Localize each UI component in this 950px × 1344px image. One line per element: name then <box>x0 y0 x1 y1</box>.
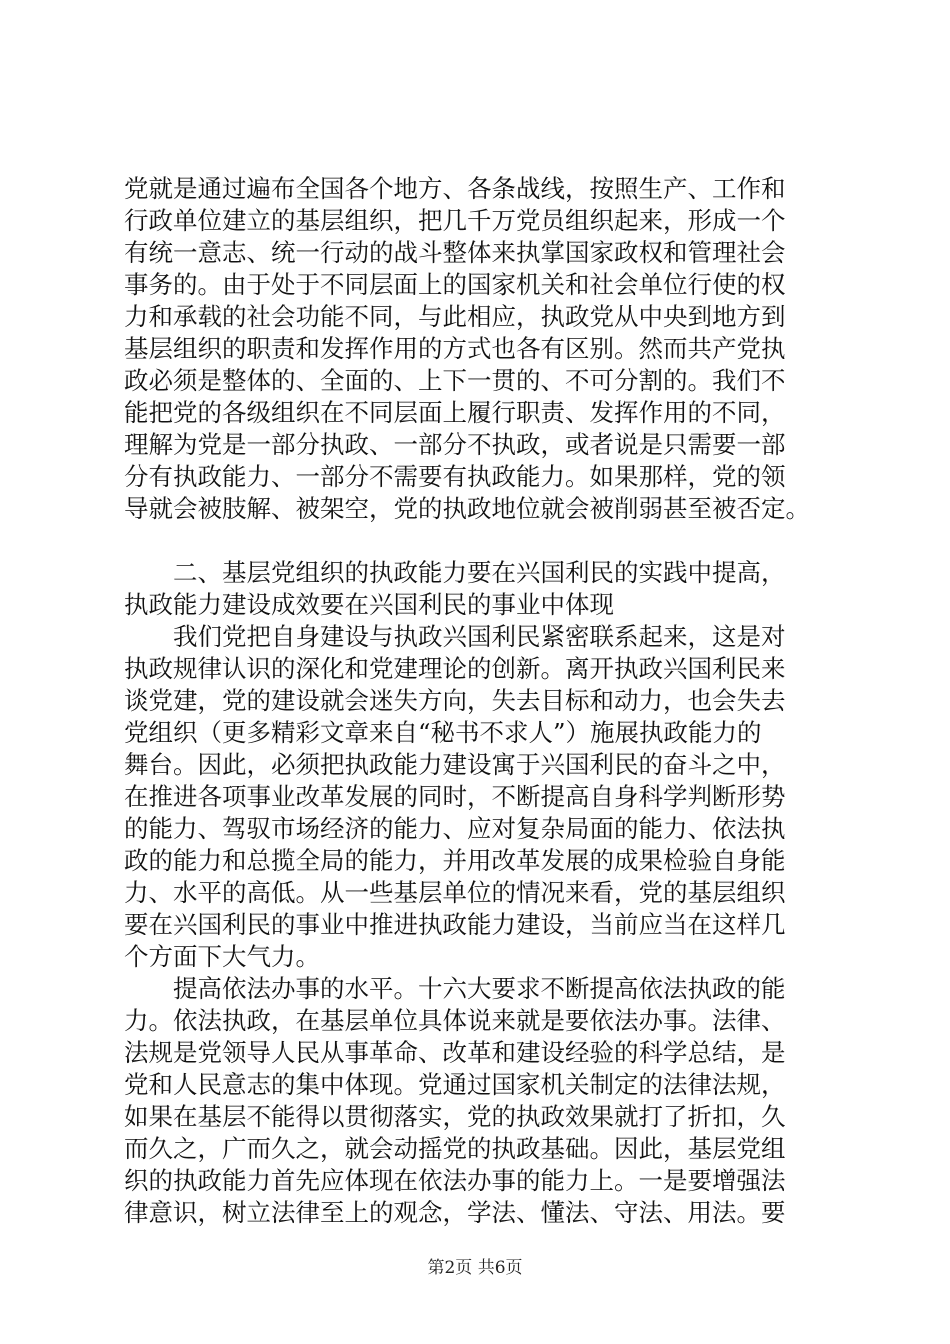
text-line: 个方面下大气力。 <box>124 942 320 971</box>
text-line: 二、基层党组织的执政能力要在兴国利民的实践中提高， <box>124 558 786 587</box>
text-line: 织的执政能力首先应体现在依法办事的能力上。一是要增强法 <box>124 1166 786 1195</box>
text-line: 党和人民意志的集中体现。党通过国家机关制定的法律法规， <box>124 1070 786 1099</box>
page-footer: 第2页 共6页 <box>427 1258 523 1278</box>
text-line: 政必须是整体的、全面的、上下一贯的、不可分割的。我们不 <box>124 366 786 395</box>
text-line: 舞台。因此，必须把执政能力建设寓于兴国利民的奋斗之中， <box>124 750 786 779</box>
text-line: 如果在基层不能得以贯彻落实，党的执政效果就打了折扣，久 <box>124 1102 786 1131</box>
text-line: 分有执政能力、一部分不需要有执政能力。如果那样，党的领 <box>124 462 786 491</box>
text-line: 力。依法执政，在基层单位具体说来就是要依法办事。法律、 <box>124 1006 786 1035</box>
text-line: 行政单位建立的基层组织，把几千万党员组织起来，形成一个 <box>124 206 786 235</box>
text-line: 能把党的各级组织在不同层面上履行职责、发挥作用的不同， <box>124 398 786 427</box>
text-line: 政的能力和总揽全局的能力，并用改革发展的成果检验自身能 <box>124 846 786 875</box>
text-line: 事务的。由于处于不同层面上的国家机关和社会单位行使的权 <box>124 270 786 299</box>
text-line: 党就是通过遍布全国各个地方、各条战线，按照生产、工作和 <box>124 174 786 203</box>
text-line: 力、水平的高低。从一些基层单位的情况来看，党的基层组织 <box>124 878 786 907</box>
text-line: 力和承载的社会功能不同，与此相应，执政党从中央到地方到 <box>124 302 786 331</box>
text-line: 要在兴国利民的事业中推进执政能力建设，当前应当在这样几 <box>124 910 786 939</box>
text-line: 党组织（更多精彩文章来自“秘书不求人”）施展执政能力的 <box>124 718 762 747</box>
document-body <box>124 173 844 1229</box>
text-line: 在推进各项事业改革发展的同时，不断提高自身科学判断形势 <box>124 782 786 811</box>
text-line: 有统一意志、统一行动的战斗整体来执掌国家政权和管理社会 <box>124 238 786 267</box>
text-line: 基层组织的职责和发挥作用的方式也各有区别。然而共产党执 <box>124 334 786 363</box>
text-line: 律意识，树立法律至上的观念，学法、懂法、守法、用法。要 <box>124 1198 786 1227</box>
text-line: 谈党建，党的建设就会迷失方向，失去目标和动力，也会失去 <box>124 686 786 715</box>
text-line: 我们党把自身建设与执政兴国利民紧密联系起来，这是对 <box>124 622 786 651</box>
paragraph-gap <box>124 525 844 557</box>
text-line: 法规是党领导人民从事革命、改革和建设经验的科学总结，是 <box>124 1038 786 1067</box>
text-line: 的能力、驾驭市场经济的能力、应对复杂局面的能力、依法执 <box>124 814 786 843</box>
text-line: 执政能力建设成效要在兴国利民的事业中体现 <box>124 590 614 619</box>
text-line: 而久之，广而久之，就会动摇党的执政基础。因此，基层党组 <box>124 1134 786 1163</box>
text-line: 理解为党是一部分执政、一部分不执政，或者说是只需要一部 <box>124 430 786 459</box>
text-line: 提高依法办事的水平。十六大要求不断提高依法执政的能 <box>124 974 786 1003</box>
text-line: 执政规律认识的深化和党建理论的创新。离开执政兴国利民来 <box>124 654 786 683</box>
text-line: 导就会被肢解、被架空，党的执政地位就会被削弱甚至被否定。 <box>124 494 810 523</box>
